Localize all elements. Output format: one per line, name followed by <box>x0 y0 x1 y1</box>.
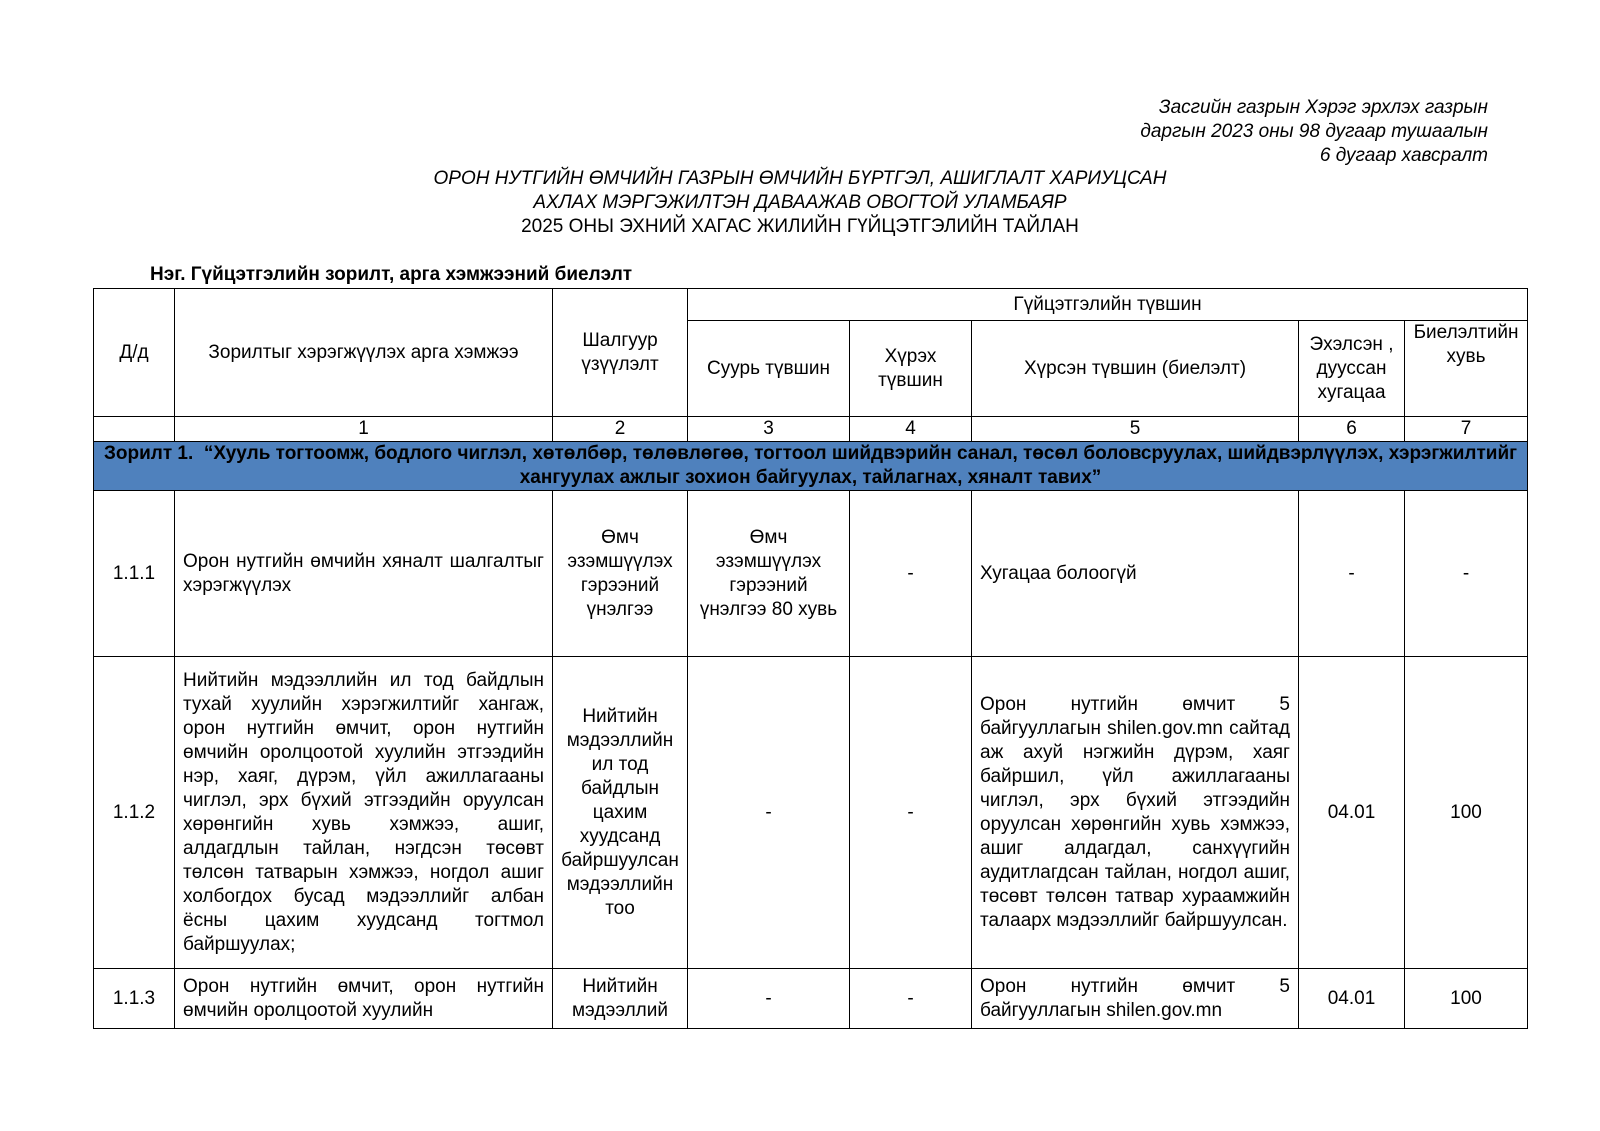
table-row <box>94 491 1528 657</box>
row-measure: Орон нутгийн өмчит, орон нутгийн өмчийн оролцоотой хуулийн <box>175 969 553 1029</box>
row-criteria: Нийтийн мэдээллий <box>553 969 688 1029</box>
row-measure: Нийтийн мэдээллийн ил тод байдлын тухай хуулийн хэрэгжилтийг хангаж, орон нутгийн өмчит, орон нутгийн өмчийн оролцоотой хуулийн этгээдийн нэр, хаяг, дүрэм, үйл ажиллагааны чиглэл, эрх бүхий этгээдийн оруулсан хөрөнгийн хувь хэмжээ, ашиг, алдагдлын тайлан, нэгдсэн төсөвт төлсөн татварын хэмжээ, ногдол ашиг холбогдох бусад мэдээллийг албан ёсны цахим хуудсанд тогтмол байршуулах; <box>175 657 553 969</box>
annex-note-line1: Засгийн газрын Хэрэг эрхлэх газрын <box>1158 97 1488 118</box>
row-measure: Орон нутгийн өмчийн хяналт шалгалтыг хэрэгжүүлэх <box>175 491 553 657</box>
row-target: - <box>850 969 972 1029</box>
header-dd: Д/д <box>94 289 175 417</box>
table-row <box>94 657 1528 969</box>
row-criteria: Нийтийн мэдээллийн ил тод байдлын цахим хуудсанд байршуулсан мэдээллийн тоо <box>553 657 688 969</box>
col-number: 6 <box>1299 417 1405 442</box>
col-number: 4 <box>850 417 972 442</box>
row-baseline: Өмч эзэмшүүлэх гэрээний үнэлгээ 80 хувь <box>688 491 850 657</box>
performance-table <box>93 288 1528 1029</box>
row-period: 04.01 <box>1299 657 1405 969</box>
row-percent: - <box>1405 491 1528 657</box>
page-bottom-margin <box>0 1031 1600 1131</box>
report-title-line3: 2025 ОНЫ ЭХНИЙ ХАГАС ЖИЛИЙН ГҮЙЦЭТГЭЛИЙН ТАЙЛАН <box>521 216 1079 237</box>
header-percent: Биелэлтийн хувь <box>1405 321 1528 417</box>
col-number: 2 <box>553 417 688 442</box>
row-criteria: Өмч эзэмшүүлэх гэрээний үнэлгээ <box>553 491 688 657</box>
row-id: 1.1.1 <box>94 491 175 657</box>
row-id: 1.1.2 <box>94 657 175 969</box>
row-baseline: - <box>688 657 850 969</box>
header-period: Эхэлсэн , дууссан хугацаа <box>1299 321 1405 417</box>
header-measure: Зорилтыг хэрэгжүүлэх арга хэмжээ <box>175 289 553 417</box>
row-achieved: Орон нутгийн өмчит 5 байгууллагын shilen.gov.mn сайтад аж ахуй нэгжийн дүрэм, хаяг байршил, үйл ажиллагааны чиглэл, эрх бүхий этгээдийн оруулсан хөрөнгийн хувь хэмжээ, ашиг алдагдал, санхүүгийн аудитлагдсан тайлан, ногдол ашиг, төсөвт төлсөн татвар хураамжийн талаарх мэдээллийг байршуулсан. <box>972 657 1299 969</box>
header-achieved: Хүрсэн түвшин (биелэлт) <box>972 321 1299 417</box>
header-performance-group: Гүйцэтгэлийн түвшин <box>688 289 1528 321</box>
row-id: 1.1.3 <box>94 969 175 1029</box>
header-target: Хүрэх түвшин <box>850 321 972 417</box>
annex-note <box>1140 96 1488 168</box>
row-achieved: Орон нутгийн өмчит 5 байгууллагын shilen.gov.mn <box>972 969 1299 1029</box>
col-number: 7 <box>1405 417 1528 442</box>
annex-note-line3: 6 дугаар хавсралт <box>1319 145 1488 166</box>
goal-row <box>94 442 1528 491</box>
row-achieved: Хугацаа болоогүй <box>972 491 1299 657</box>
header-baseline: Суурь түвшин <box>688 321 850 417</box>
row-baseline: - <box>688 969 850 1029</box>
row-period: 04.01 <box>1299 969 1405 1029</box>
col-number: 3 <box>688 417 850 442</box>
row-target: - <box>850 491 972 657</box>
goal-label: Зорилт 1. <box>103 443 194 464</box>
annex-note-line2: даргын 2023 оны 98 дугаар тушаалын <box>1140 121 1488 142</box>
table-row <box>94 969 1528 1029</box>
report-title-line1: ОРОН НУТГИЙН ӨМЧИЙН ГАЗРЫН ӨМЧИЙН БҮРТГЭЛ, АШИГЛАЛТ ХАРИУЦСАН <box>433 168 1167 189</box>
row-percent: 100 <box>1405 657 1528 969</box>
report-title <box>0 167 1600 239</box>
col-number: 5 <box>972 417 1299 442</box>
row-percent: 100 <box>1405 969 1528 1029</box>
section-heading: Нэг. Гүйцэтгэлийн зорилт, арга хэмжээний биелэлт <box>150 264 633 285</box>
goal-cell <box>94 442 1528 491</box>
header-criteria: Шалгуур үзүүлэлт <box>553 289 688 417</box>
row-period: - <box>1299 491 1405 657</box>
row-target: - <box>850 657 972 969</box>
col-number: 1 <box>175 417 553 442</box>
goal-text: “Хууль тогтоомж, бодлого чиглэл, хөтөлбөр, төлөвлөгөө, тогтоол шийдвэрийн санал, төсөл боловсруулах, шийдвэрлүүлэх, хэрэгжилтийг хангуулах ажлыг зохион байгуулах, тайлагнах, хяналт тавих” <box>203 443 1518 488</box>
report-title-line2: АХЛАХ МЭРГЭЖИЛТЭН ДАВААЖАВ ОВОГТОЙ УЛАМБАЯР <box>533 192 1067 213</box>
